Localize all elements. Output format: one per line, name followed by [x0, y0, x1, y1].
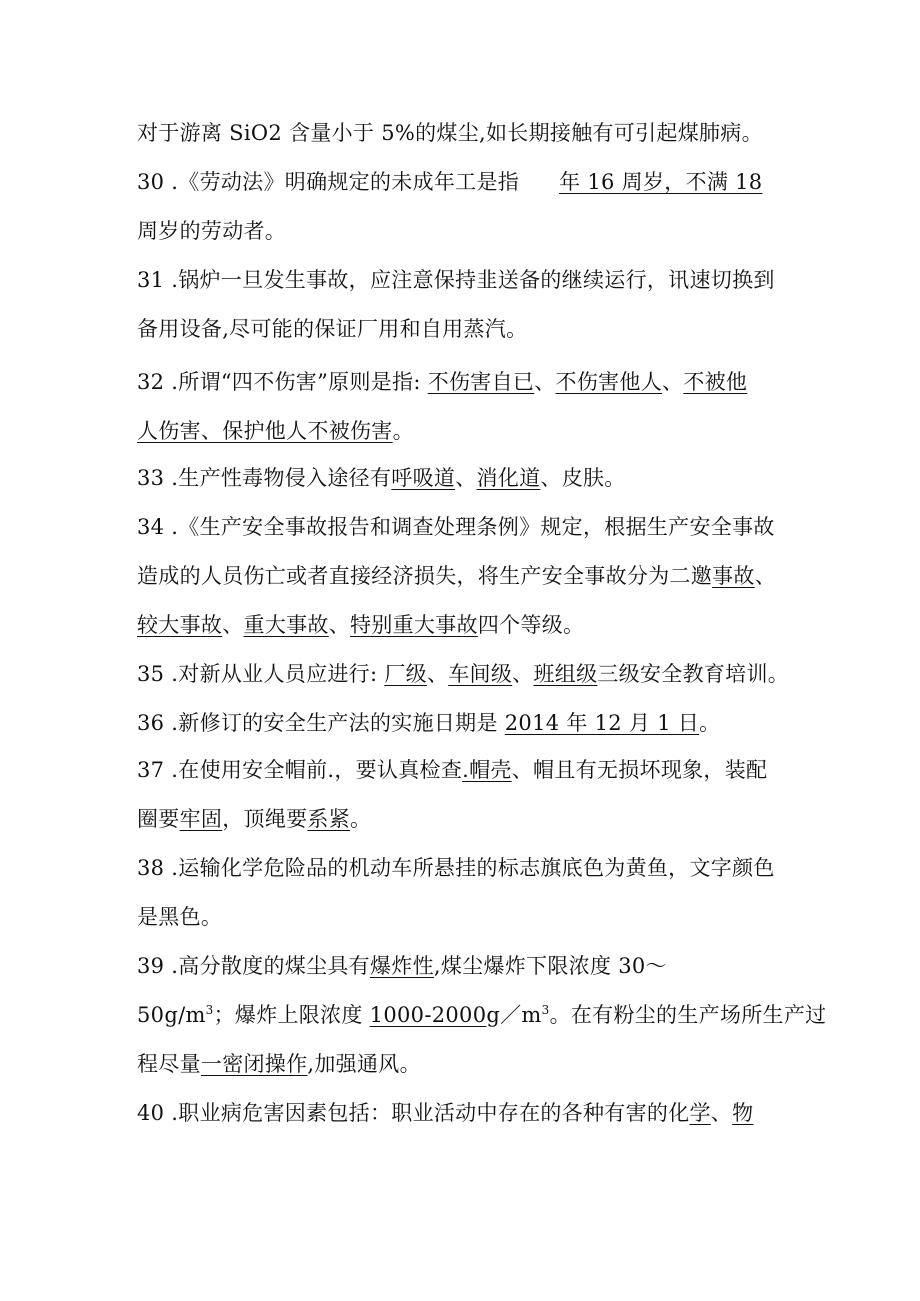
text-line: [137, 804, 371, 834]
answer-underlined: 不伤害他人: [555, 370, 663, 394]
text-segment: 造成的人员伤亡或者直接经济损失，将生产安全事故分为二邀: [137, 564, 713, 588]
answer-underlined: 一密闭操作: [200, 1052, 308, 1076]
answer-underlined: 班组级: [533, 662, 598, 686]
text-segment: 对于游离 SiO2 含量小于 5%的煤尘,如长期接触有可引起煤肺病。: [137, 121, 763, 145]
text-segment: 40 .职业病危害因素包括：职业活动中存在的各种有害的化: [137, 1101, 690, 1125]
answer-underlined: 2014 年 12 月 1 日: [504, 711, 700, 735]
text-line: [137, 216, 286, 246]
text-segment: 、: [534, 370, 556, 394]
text-line: [137, 463, 626, 493]
text-segment: 三级安全教育培训。: [597, 662, 790, 686]
text-segment: 。: [699, 711, 721, 735]
text-segment: 、: [328, 613, 351, 637]
text-segment: 34 .《生产安全事故报告和调查处理条例》规定，根据生产安全事故: [137, 515, 775, 539]
answer-underlined: 物: [732, 1101, 754, 1125]
text-line: [137, 1000, 826, 1030]
text-line: [137, 1098, 753, 1128]
answer-underlined: 爆炸性: [369, 954, 434, 978]
text-segment: 周岁的劳动者。: [137, 219, 287, 243]
text-line: [137, 367, 747, 397]
text-segment: 程尽量: [137, 1052, 201, 1076]
answer-underlined: 人伤害、保护他人不被伤害: [137, 419, 393, 443]
text-segment: 。: [392, 419, 414, 443]
text-segment: ,加强通风。: [307, 1052, 421, 1076]
answer-underlined: 呼吸道: [391, 466, 456, 490]
text-segment: 、皮肤。: [540, 466, 626, 490]
answer-underlined: 学: [689, 1101, 711, 1125]
text-line: [137, 1049, 421, 1079]
text-segment: 38 .运输化学危险品的机动车所悬挂的标志旗底色为黄鱼，文字颜色: [137, 856, 775, 880]
text-segment: ，顶绳要: [222, 807, 308, 831]
text-line: [137, 314, 527, 344]
text-segment: 37 .在使用安全帽前.，要认真检查: [137, 758, 463, 782]
answer-underlined: 年 16 周岁，不满 18: [559, 170, 763, 194]
text-line: [137, 118, 763, 148]
answer-underlined: 厂级: [384, 662, 427, 686]
answer-underlined: 系紧: [307, 807, 351, 831]
text-segment: 36 .新修订的安全生产法的实施日期是: [137, 711, 505, 735]
answer-underlined: 重大事故: [243, 613, 329, 637]
text-segment: 33 .生产性毒物侵入途径有: [137, 466, 392, 490]
answer-underlined: 车间级: [448, 662, 513, 686]
text-segment: 。: [350, 807, 372, 831]
superscript: 3: [205, 1003, 214, 1017]
text-line: [137, 416, 414, 446]
text-segment: 备用设备,尽可能的保证厂用和自用蒸汽。: [137, 317, 528, 341]
text-segment: 、: [662, 370, 684, 394]
answer-underlined: 1000-2000: [369, 1003, 487, 1027]
text-line: [137, 610, 584, 640]
text-line: [137, 902, 222, 932]
text-segment: 30 .《劳动法》明确规定的未成年工是指: [137, 170, 520, 194]
text-segment: 四个等级。: [477, 613, 585, 637]
text-segment: 、帽且有无损坏现象，装配: [511, 758, 768, 782]
superscript: 3: [541, 1003, 550, 1017]
text-segment: ,煤尘爆炸下限浓度 30～: [433, 954, 667, 978]
text-segment: 31 .锅炉一旦发生事故，应注意保持韭送备的继续运行，讯速切换到: [137, 268, 775, 292]
text-segment: 、: [512, 662, 534, 686]
text-segment: 圈要: [137, 807, 180, 831]
text-segment: 是黑色。: [137, 905, 223, 929]
text-segment: 、: [754, 564, 777, 588]
text-line: [137, 853, 775, 883]
answer-underlined: .帽壳: [462, 758, 512, 782]
text-segment: 。在有粉尘的生产场所生产过: [549, 1003, 827, 1027]
answer-underlined: 不被他: [683, 370, 748, 394]
answer-underlined: 消化道: [476, 466, 541, 490]
answer-underlined: 特别重大事故: [350, 613, 478, 637]
text-line: [137, 512, 775, 542]
text-line: [137, 755, 767, 785]
text-segment: 32 .所谓“四不伤害”原则是指:: [137, 370, 428, 394]
answer-underlined: 不伤害自已: [427, 370, 535, 394]
text-segment: 35 .对新从业人员应进行:: [137, 662, 385, 686]
text-line: [137, 561, 776, 591]
text-line: [137, 951, 667, 981]
answer-underlined: 牢固: [179, 807, 223, 831]
text-line: [137, 167, 762, 197]
text-segment: 、: [426, 662, 449, 686]
text-segment: ；爆炸上限浓度: [213, 1003, 370, 1027]
answer-underlined: 较大事故: [137, 613, 223, 637]
text-line: [137, 265, 775, 295]
text-segment: 39 .高分散度的煤尘具有: [137, 954, 370, 978]
text-segment: 、: [222, 613, 244, 637]
text-line: [137, 659, 789, 689]
text-segment: 、: [710, 1101, 733, 1125]
text-segment: 50g/m: [137, 1003, 206, 1027]
text-segment: g／m: [486, 1003, 542, 1027]
answer-underlined: 事故: [712, 564, 755, 588]
text-segment: 、: [455, 466, 477, 490]
text-line: [137, 708, 720, 738]
